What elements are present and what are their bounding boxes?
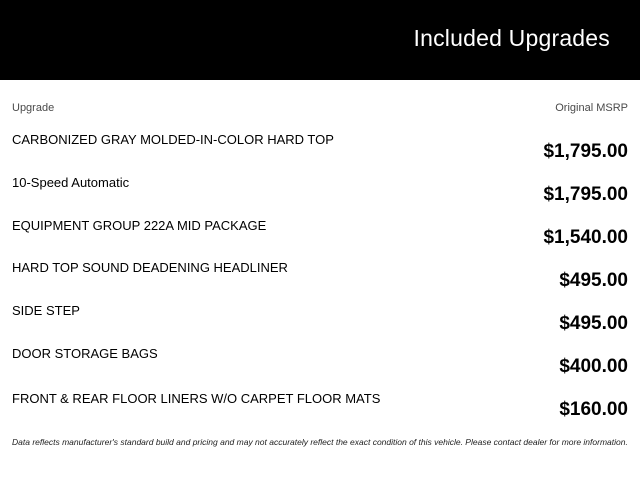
upgrade-name: 10-Speed Automatic	[12, 175, 130, 191]
upgrade-price: $1,795.00	[543, 184, 628, 205]
upgrade-price: $400.00	[559, 356, 628, 377]
upgrade-name: HARD TOP SOUND DEADENING HEADLINER	[12, 260, 288, 276]
upgrade-name: FRONT & REAR FLOOR LINERS W/O CARPET FLOOR MATS	[12, 391, 381, 407]
upgrades-content	[0, 80, 640, 448]
column-header-upgrade: Upgrade	[12, 102, 55, 114]
upgrades-table	[12, 122, 628, 423]
upgrade-price: $160.00	[559, 399, 628, 420]
upgrade-name: SIDE STEP	[12, 303, 80, 319]
table-row	[12, 380, 628, 423]
table-row	[12, 208, 628, 251]
table-row	[12, 251, 628, 294]
table-row	[12, 337, 628, 380]
disclaimer-text: Data reflects manufacturer's standard build and pricing and may not accurately reflect the exact condition of this vehicle. Please contact dealer for more information.	[12, 437, 628, 447]
table-row	[12, 165, 628, 208]
upgrade-name: CARBONIZED GRAY MOLDED-IN-COLOR HARD TOP	[12, 132, 334, 148]
column-header-msrp: Original MSRP	[555, 102, 628, 114]
table-row	[12, 122, 628, 165]
upgrade-name: DOOR STORAGE BAGS	[12, 346, 158, 362]
table-column-headers	[12, 80, 628, 122]
page-header	[0, 0, 640, 80]
upgrade-name: EQUIPMENT GROUP 222A MID PACKAGE	[12, 218, 267, 234]
upgrade-price: $495.00	[559, 270, 628, 291]
upgrade-price: $1,795.00	[543, 141, 628, 162]
upgrade-price: $495.00	[559, 313, 628, 334]
page-title: Included Upgrades	[413, 24, 610, 51]
table-row	[12, 294, 628, 337]
upgrade-price: $1,540.00	[543, 227, 628, 248]
